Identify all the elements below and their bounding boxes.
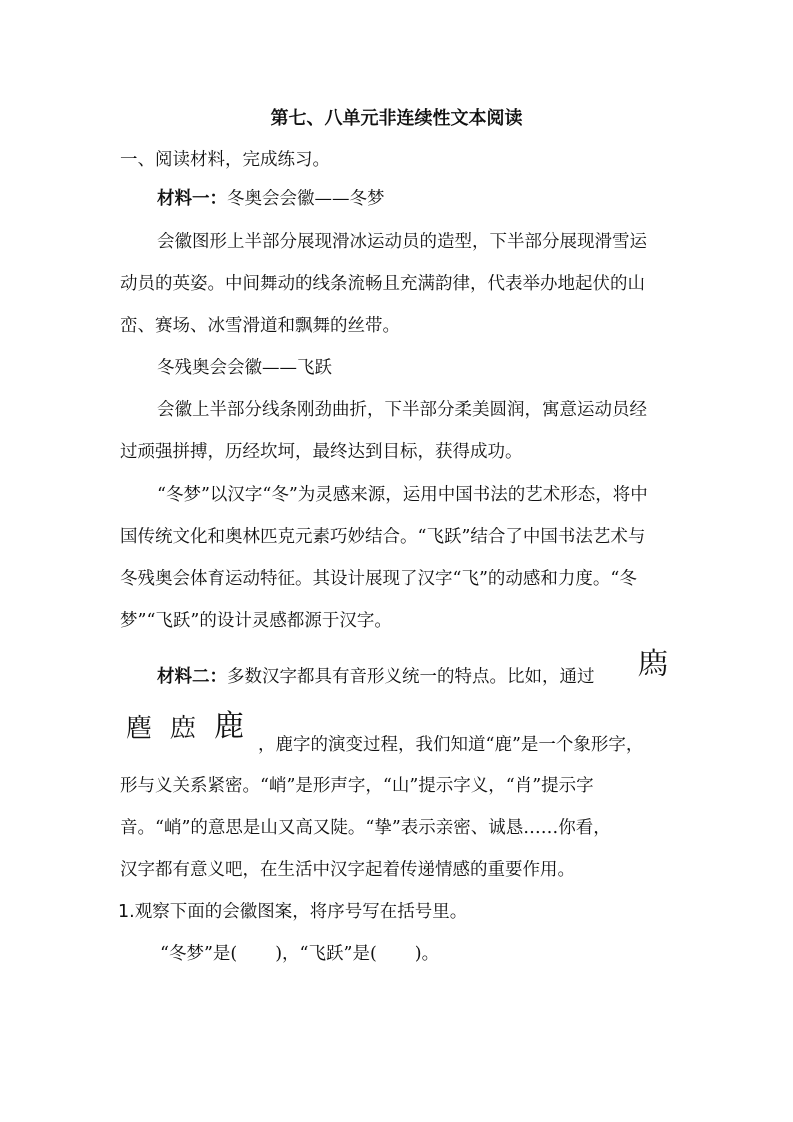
page-title: 第七、八单元非连续性文本阅读 [270,108,523,129]
answer-label-c: )。 [414,944,440,964]
material1-header [157,187,385,211]
material2-line: 音。“峭”的意思是山又高又陡。“挚”表示亲密、诚恳……你看， [120,818,611,838]
section-heading: 一、阅读材料，完成练习。 [120,150,330,170]
question-1-answer-line [160,942,439,966]
emblem1-desc-line: 动员的英姿。中间舞动的线条流畅且充满韵律，代表举办地起伏的山 [120,274,645,294]
summary-line: 冬残奥会体育运动特征。其设计展现了汉字“飞”的动感和力度。“冬 [120,569,637,589]
material2-line1 [157,665,595,689]
question-1 [118,900,467,924]
seal-script-glyph: 𢉖 [170,714,197,744]
material2-line: 形与义关系紧密。“峭”是形声字，“山”提示字义，“肖”提示字 [120,776,594,796]
oracle-bone-glyph: 𢊁 [638,647,668,682]
emblem2-caption: 冬残奥会会徽——飞跃 [157,358,332,378]
material2-line: 汉字都有意义吧，在生活中汉字起着传递情感的重要作用。 [120,860,575,880]
emblem2-desc-line: 会徽上半部分线条刚劲曲折，下半部分柔美圆润，寓意运动员经 [157,400,647,420]
answer-label-a: “冬梦”是( [160,944,238,964]
material1-label: 材料一： [157,189,227,209]
answer-label-b: )，“飞跃”是( [275,944,377,964]
question-prompt: 观察下面的会徽图案，将序号写在括号里。 [134,902,468,922]
summary-line: “冬梦”以汉字“冬”为灵感来源，运用中国书法的艺术形态，将中 [157,485,648,505]
emblem2-desc-line: 过顽强拼搏，历经坎坷，最终达到目标，获得成功。 [120,442,523,462]
emblem1-desc-line: 峦、赛场、冰雪滑道和飘舞的丝带。 [120,316,400,336]
summary-line: 梦”“飞跃”的设计灵感都源于汉字。 [120,611,392,631]
regular-script-glyph: 鹿 [214,709,244,744]
bronze-script-glyph: 𪊍 [126,714,153,744]
material2-text: 多数汉字都具有音形义统一的特点。比如，通过 [227,667,595,687]
emblem1-caption: 冬奥会会徽——冬梦 [227,189,385,209]
material2-line: ，鹿字的演变过程，我们知道“鹿”是一个象形字， [258,735,644,755]
material2-label: 材料二： [157,667,227,687]
emblem1-desc-line: 会徽图形上半部分展现滑冰运动员的造型，下半部分展现滑雪运 [157,232,647,252]
question-number: 1. [118,902,135,922]
summary-line: 国传统文化和奥林匹克元素巧妙结合。“飞跃”结合了中国书法艺术与 [120,527,646,547]
